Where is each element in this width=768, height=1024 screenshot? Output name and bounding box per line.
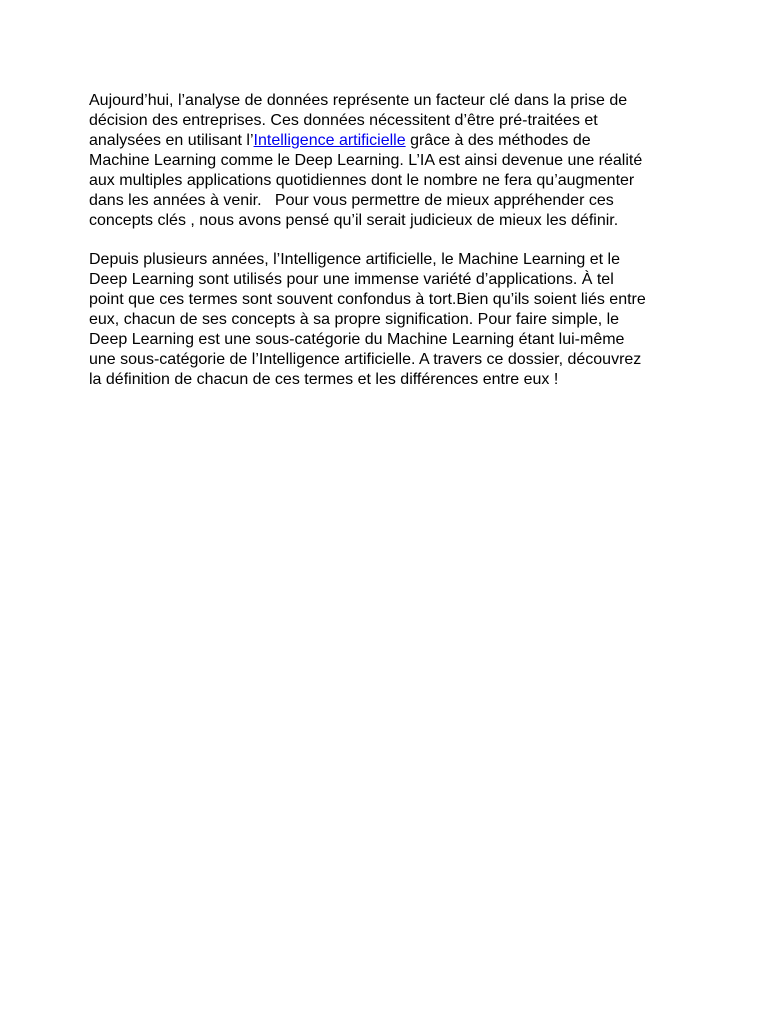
line-text-after-link: grâce à des méthodes de <box>405 132 591 149</box>
document-page <box>89 91 689 390</box>
paragraph-line: Machine Learning comme le Deep Learning. L’IA est ainsi devenue une réalité <box>89 152 643 169</box>
line-text-before-link: analysées en utilisant l’ <box>89 132 254 149</box>
intelligence-artificielle-link[interactable]: Intelligence artificielle <box>253 132 406 149</box>
paragraph-line: dans les années à venir. Pour vous permettre de mieux appréhender ces <box>89 192 614 209</box>
paragraph-line: Depuis plusieurs années, l’Intelligence artificielle, le Machine Learning et le <box>89 251 620 268</box>
paragraph-line: point que ces termes sont souvent confondus à tort.Bien qu’ils soient liés entre <box>89 291 646 308</box>
paragraph-definitions <box>89 250 689 390</box>
paragraph-line: eux, chacun de ses concepts à sa propre signification. Pour faire simple, le <box>89 311 620 328</box>
paragraph-line: aux multiples applications quotidiennes dont le nombre ne fera qu’augmenter <box>89 172 635 189</box>
paragraph-line: Aujourd’hui, l’analyse de données représente un facteur clé dans la prise de <box>89 92 628 109</box>
paragraph-line: une sous-catégorie de l’Intelligence artificielle. A travers ce dossier, découvrez <box>89 351 642 368</box>
paragraph-line: la définition de chacun de ces termes et les différences entre eux ! <box>89 371 559 388</box>
paragraph-line-with-link <box>89 131 689 151</box>
paragraph-intro <box>89 91 689 231</box>
paragraph-line: décision des entreprises. Ces données nécessitent d’être pré-traitées et <box>89 112 598 129</box>
paragraph-line: Deep Learning est une sous-catégorie du Machine Learning étant lui-même <box>89 331 625 348</box>
paragraph-line: Deep Learning sont utilisés pour une immense variété d’applications. À tel <box>89 271 614 288</box>
paragraph-line: concepts clés , nous avons pensé qu’il serait judicieux de mieux les définir. <box>89 212 619 229</box>
